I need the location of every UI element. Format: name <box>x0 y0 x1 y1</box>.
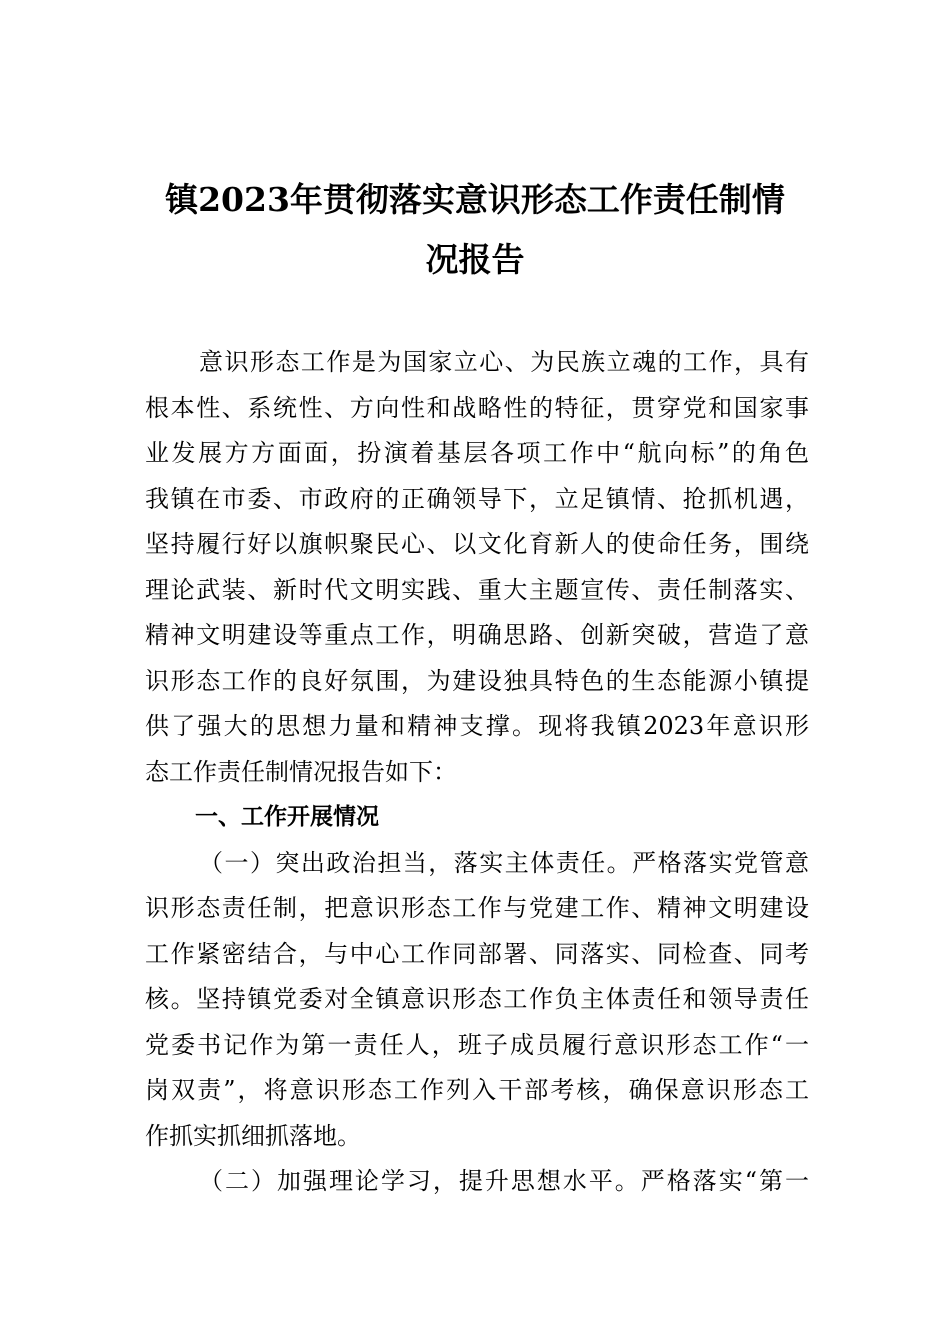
document-body <box>145 340 809 1205</box>
paragraph-line: 理论武装、新时代文明实践、重大主题宣传、责任制落实、 <box>145 575 809 604</box>
title-line-1: 镇2023年贯彻落实意识形态工作责任制情 <box>165 180 785 219</box>
intro-paragraph <box>145 340 809 795</box>
paragraph-line: 供了强大的思想力量和精神支撑。现将我镇2023年意识形 <box>145 712 809 740</box>
paragraph-line: 识形态工作的良好氛围，为建设独具特色的生态能源小镇提 <box>145 666 809 695</box>
paragraph-line: 业发展方方面面，扮演着基层各项工作中“航向标”的角色 <box>145 439 809 467</box>
subsection-1 <box>145 841 809 1160</box>
paragraph-line: 意识形态工作是为国家立心、为民族立魂的工作，具有 <box>199 348 809 376</box>
paragraph-line: 坚持履行好以旗帜聚民心、以文化育新人的使命任务，围绕 <box>145 530 809 558</box>
paragraph-line: 核。坚持镇党委对全镇意识形态工作负主体责任和领导责任 <box>145 985 809 1013</box>
paragraph-line: 态工作责任制情况报告如下： <box>145 757 457 786</box>
paragraph-line: 工作紧密结合，与中心工作同部署、同落实、同检查、同考 <box>145 939 809 968</box>
paragraph-line: 岗双责”，将意识形态工作列入干部考核，确保意识形态工 <box>145 1076 809 1104</box>
paragraph-line: 党委书记作为第一责任人，班子成员履行意识形态工作“一 <box>145 1030 809 1059</box>
paragraph-line: （一）突出政治担当，落实主体责任。严格落实党管意 <box>199 848 809 877</box>
paragraph-line: 根本性、系统性、方向性和战略性的特征，贯穿党和国家事 <box>145 393 809 422</box>
document-title <box>145 170 805 290</box>
subsection-2 <box>145 1159 809 1205</box>
paragraph-line: （二）加强理论学习，提升思想水平。严格落实“第一 <box>199 1167 809 1195</box>
paragraph-line: 我镇在市委、市政府的正确领导下，立足镇情、抢抓机遇， <box>145 484 809 513</box>
paragraph-line: 识形态责任制，把意识形态工作与党建工作、精神文明建设 <box>145 894 809 922</box>
paragraph-line: 精神文明建设等重点工作，明确思路、创新突破，营造了意 <box>145 621 809 649</box>
paragraph-line: 作抓实抓细抓落地。 <box>145 1121 361 1150</box>
title-line-2: 况报告 <box>425 240 525 279</box>
section-heading: 一、工作开展情况 <box>195 804 379 830</box>
